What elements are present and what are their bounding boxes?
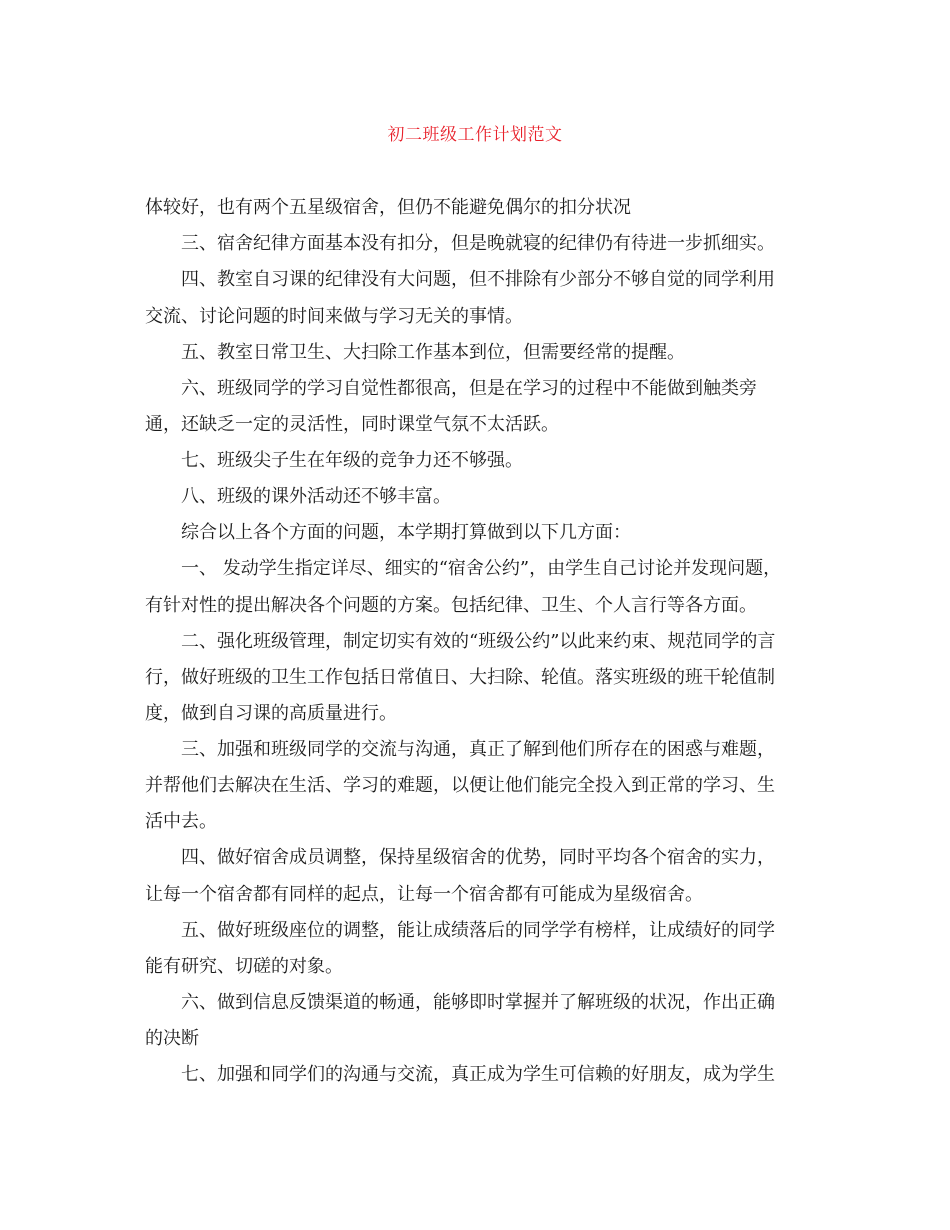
body-line: 六、做到信息反馈渠道的畅通，能够即时掌握并了解班级的状况，作出正确 — [181, 992, 775, 1013]
body-line: 有针对性的提出解决各个问题的方案。包括纪律、卫生、个人言行等各方面。 — [145, 595, 757, 616]
body-line: 交流、讨论问题的时间来做与学习无关的事情。 — [145, 306, 523, 327]
body-line: 一、 发动学生指定详尽、细实的“宿舍公约”，由学生自己讨论并发现问题， — [181, 558, 782, 579]
body-line: 七、加强和同学们的沟通与交流，真正成为学生可信赖的好朋友，成为学生 — [181, 1064, 775, 1085]
body-line: 能有研究、切磋的对象。 — [145, 956, 343, 977]
body-line: 体较好，也有两个五星级宿舍，但仍不能避免偶尔的扣分状况 — [145, 197, 631, 218]
body-line: 三、加强和班级同学的交流与沟通，真正了解到他们所存在的困惑与难题， — [181, 739, 775, 760]
body-line: 五、教室日常卫生、大扫除工作基本到位，但需要经常的提醒。 — [181, 342, 685, 363]
document-title: 初二班级工作计划范文 — [387, 125, 563, 145]
body-line: 七、班级尖子生在年级的竞争力还不够强。 — [181, 450, 523, 471]
body-line: 二、强化班级管理，制定切实有效的“班级公约”以此来约束、规范同学的言 — [181, 631, 776, 652]
body-line: 五、做好班级座位的调整，能让成绩落后的同学学有榜样，让成绩好的同学 — [181, 920, 775, 941]
body-line: 八、班级的课外活动还不够丰富。 — [181, 486, 451, 507]
body-line: 的决断 — [145, 1028, 199, 1049]
body-line: 六、班级同学的学习自觉性都很高，但是在学习的过程中不能做到触类旁 — [181, 378, 757, 399]
body-line: 通，还缺乏一定的灵活性，同时课堂气氛不太活跃。 — [145, 414, 559, 435]
body-line: 活中去。 — [145, 811, 217, 832]
body-line: 让每一个宿舍都有同样的起点，让每一个宿舍都有可能成为星级宿舍。 — [145, 884, 703, 905]
body-line: 行，做好班级的卫生工作包括日常值日、大扫除、轮值。落实班级的班干轮值制 — [145, 667, 775, 688]
body-line: 综合以上各个方面的问题，本学期打算做到以下几方面： — [181, 522, 631, 543]
body-line: 并帮他们去解决在生活、学习的难题，以便让他们能完全投入到正常的学习、生 — [145, 775, 775, 796]
body-line: 四、做好宿舍成员调整，保持星级宿舍的优势，同时平均各个宿舍的实力， — [181, 847, 775, 868]
body-line: 三、宿舍纪律方面基本没有扣分，但是晚就寝的纪律仍有待进一步抓细实。 — [181, 233, 775, 254]
body-line: 四、教室自习课的纪律没有大问题，但不排除有少部分不够自觉的同学利用 — [181, 269, 775, 290]
body-line: 度，做到自习课的高质量进行。 — [145, 703, 397, 724]
